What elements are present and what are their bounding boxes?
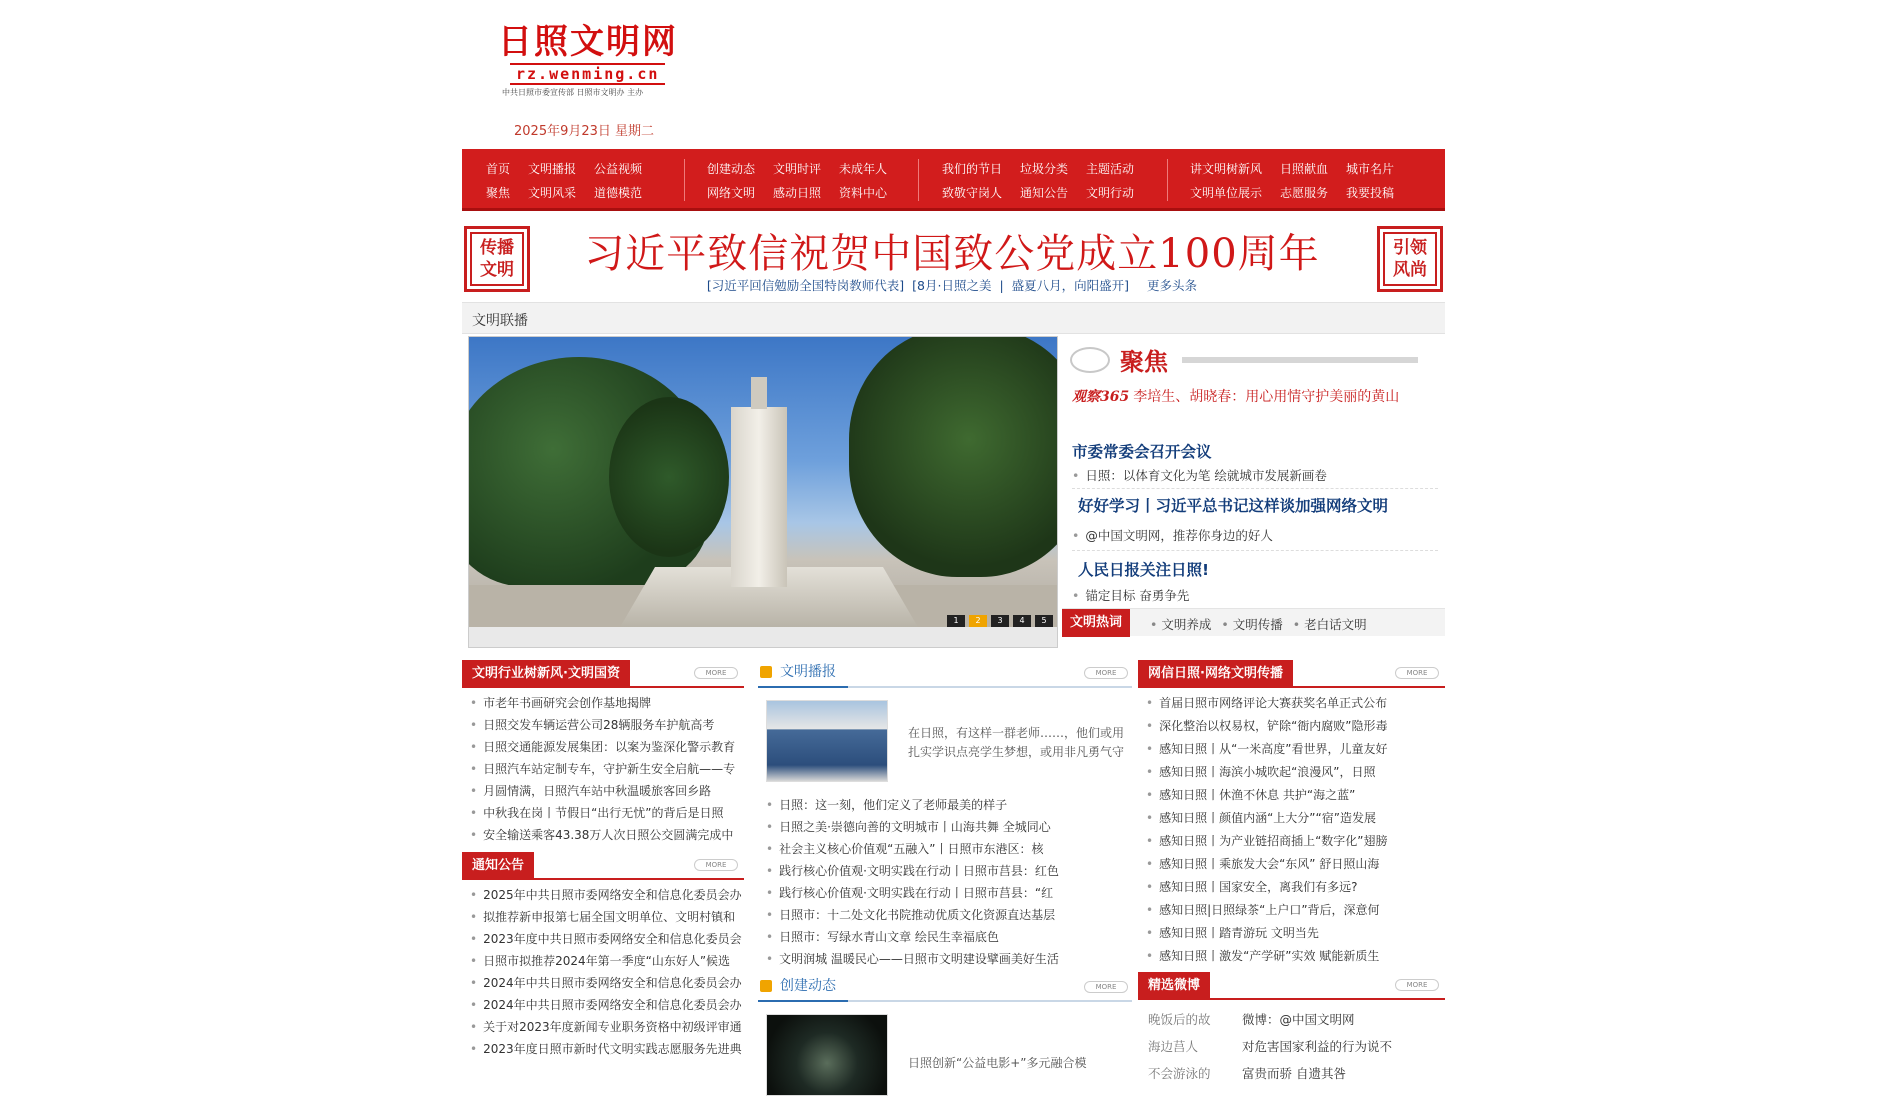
globe-search-icon: [1070, 347, 1110, 373]
list-item[interactable]: • 感知日照丨颜值内涵“上大分”“宿”造发展: [1146, 807, 1445, 830]
list-item[interactable]: • 文明润城 温暖民心——日照市文明建设擘画美好生活: [766, 948, 1132, 970]
nav-link[interactable]: 通知公告: [1020, 186, 1069, 200]
focus-big-link[interactable]: 人民日报关注日照!: [1078, 561, 1210, 579]
tab-title[interactable]: 精选微博: [1138, 972, 1210, 1000]
tab-title[interactable]: 文明播报: [758, 658, 848, 688]
sub-headlines: [542, 276, 1362, 294]
weibo-text: 微博：@中国文明网: [1241, 1012, 1355, 1027]
nav-link[interactable]: 我要投稿: [1346, 186, 1395, 200]
focus-big-link[interactable]: 好好学习丨习近平总书记这样谈加强网络文明: [1078, 497, 1389, 515]
hot-word-link[interactable]: • 文明传播: [1215, 617, 1282, 632]
middle-column: [758, 658, 1132, 1080]
slider-caption-bar: [469, 627, 1057, 647]
list-item[interactable]: • 感知日照丨国家安全，离我们有多远?: [1146, 876, 1445, 899]
list-item[interactable]: • 2024年中共日照市委网络安全和信息化委员会办: [470, 994, 744, 1016]
nav-link[interactable]: 致敬守岗人: [942, 186, 1003, 200]
nav-divider: [684, 159, 685, 201]
list-item[interactable]: • 社会主义核心价值观“五融入”丨日照市东港区：核: [766, 838, 1132, 860]
title-rule: [1182, 357, 1418, 363]
headline-link[interactable]: 习近平致信祝贺中国致公党成立100周年: [584, 231, 1320, 277]
tab-title[interactable]: 文明行业树新风·文明国资: [462, 660, 630, 688]
section-title: 文明联播: [472, 313, 528, 329]
list-item[interactable]: • 践行核心价值观·文明实践在行动丨日照市莒县：“红: [766, 882, 1132, 904]
list-item[interactable]: • 拟推荐新申报第七届全国文明单位、文明村镇和: [470, 906, 744, 928]
site-logo[interactable]: [498, 14, 688, 97]
guancha-365-badge: 观察365: [1072, 389, 1130, 405]
nav-group-4: [1190, 157, 1394, 205]
weibo-row[interactable]: [1148, 1033, 1445, 1060]
slider-dot[interactable]: 5: [1035, 615, 1053, 627]
focus-sub-link[interactable]: • 锚定目标 奋勇争先: [1072, 586, 1438, 604]
more-button[interactable]: MORE: [1395, 979, 1439, 991]
nav-link[interactable]: 城市名片: [1346, 162, 1395, 176]
nav-link[interactable]: 文明时评: [773, 162, 822, 176]
nav-link[interactable]: 创建动态: [707, 162, 756, 176]
nav-group-3: [942, 157, 1134, 205]
nav-link[interactable]: 文明播报: [528, 162, 577, 176]
list-item[interactable]: • 中秋我在岗丨节假日“出行无忧”的背后是日照: [470, 802, 744, 824]
seal-left: [464, 226, 530, 292]
subhead-link[interactable]: [习近平回信勉励全国特岗教师代表]: [706, 278, 905, 293]
hot-word-link[interactable]: • 文明养成: [1144, 617, 1211, 632]
more-button[interactable]: MORE: [694, 859, 738, 871]
tab-wangxin-rizhao: [1138, 658, 1445, 688]
list-item[interactable]: • 2023年度日照市新时代文明实践志愿服务先进典: [470, 1038, 744, 1060]
list-item[interactable]: • 2023年度中共日照市委网络安全和信息化委员会: [470, 928, 744, 950]
monument: [731, 407, 787, 587]
hot-words-label: 文明热词: [1062, 609, 1130, 637]
list-item[interactable]: • 感知日照丨为产业链招商插上“数字化”翅膀: [1146, 830, 1445, 853]
tab-title[interactable]: 通知公告: [462, 852, 534, 880]
list-item[interactable]: • 关于对2023年度新闻专业职务资格中初级评审通: [470, 1016, 744, 1038]
thumbnail-summary[interactable]: 在日照，有这样一群老师……，他们或用扎实学识点亮学生梦想，或用非凡勇气守: [908, 726, 1125, 759]
nav-group-2: [707, 157, 887, 205]
nav-link[interactable]: 垃圾分类: [1020, 162, 1069, 176]
subhead-separator: |: [999, 278, 1004, 293]
weibo-author: 海边莒人: [1148, 1039, 1199, 1054]
list-item[interactable]: • 月圆情满，日照汽车站中秋温暖旅客回乡路: [470, 780, 744, 802]
focus-title: [1070, 342, 1418, 377]
focus-panel: [1062, 336, 1445, 646]
left-column: [462, 658, 744, 1060]
nav-link[interactable]: 未成年人: [839, 162, 888, 176]
notice-list: [462, 880, 744, 1060]
list-item[interactable]: • 安全输送乘客43.38万人次日照公交圆满完成中: [470, 824, 744, 846]
thumbnail-summary[interactable]: 日照创新“公益电影+”多元融合模: [908, 1056, 1087, 1070]
seal-left-line-2: 文明: [480, 260, 514, 280]
more-headlines-link[interactable]: 更多头条: [1147, 278, 1198, 293]
list-item[interactable]: • 日照市：十二处文化书院推动优质文化资源直达基层: [766, 904, 1132, 926]
weibo-author: 晚饭后的故: [1148, 1012, 1211, 1027]
logo-organizer: 中共日照市委宣传部 日照市文明办 主办: [502, 88, 644, 97]
news-list: [462, 688, 744, 846]
nav-link[interactable]: 文明风采: [528, 186, 577, 200]
nav-link[interactable]: 首页: [486, 162, 511, 176]
list-item[interactable]: • 首届日照市网络评论大赛获奖名单正式公布: [1146, 692, 1445, 715]
seal-right-line-1: 引领: [1393, 238, 1427, 258]
list-item[interactable]: • 2025年中共日照市委网络安全和信息化委员会办: [470, 884, 744, 906]
list-item[interactable]: • 日照交发车辆运营公司28辆服务车护航高考: [470, 714, 744, 736]
list-item[interactable]: • 践行核心价值观·文明实践在行动丨日照市莒县：红色: [766, 860, 1132, 882]
tab-wenming-hangye: [462, 658, 744, 688]
slider-dot[interactable]: 1: [947, 615, 965, 627]
list-item[interactable]: • 日照之美·崇德向善的文明城市丨山海共舞 全城同心: [766, 816, 1132, 838]
weibo-row[interactable]: [1148, 1060, 1445, 1087]
weibo-row[interactable]: [1148, 1006, 1445, 1033]
nav-link[interactable]: 聚焦: [486, 186, 511, 200]
nav-link[interactable]: 网络文明: [707, 186, 756, 200]
tab-chuangjian-dongtai: [758, 972, 1132, 1002]
weibo-text: 对危害国家利益的行为说不: [1241, 1039, 1392, 1054]
list-item[interactable]: • 感知日照|日照绿茶“上户口”背后，深意何: [1146, 899, 1445, 922]
more-button[interactable]: MORE: [694, 667, 738, 679]
list-item[interactable]: • 日照市拟推荐2024年第一季度“山东好人”候选: [470, 950, 744, 972]
list-item[interactable]: • 市老年书画研究会创作基地揭牌: [470, 692, 744, 714]
more-button[interactable]: MORE: [1084, 981, 1128, 993]
tab-wenming-bobao: [758, 658, 1132, 688]
nav-link[interactable]: 主题活动: [1086, 162, 1135, 176]
nav-link[interactable]: 文明行动: [1086, 186, 1135, 200]
list-item[interactable]: • 感知日照丨休渔不休息 共护“海之蓝”: [1146, 784, 1445, 807]
nav-link[interactable]: 感动日照: [773, 186, 822, 200]
tab-tongzhi-gonggao: [462, 850, 744, 880]
news-thumbnail[interactable]: [766, 1014, 888, 1096]
slider-dot-active[interactable]: 2: [969, 615, 987, 627]
nav-link[interactable]: 讲文明树新风: [1190, 162, 1263, 176]
nav-link[interactable]: 公益视频: [594, 162, 643, 176]
focus-sub-link[interactable]: • 日照：以体育文化为笔 绘就城市发展新画卷: [1072, 466, 1438, 484]
slider-dot[interactable]: 4: [1013, 615, 1031, 627]
logo-domain: rz.wenming.cn: [510, 63, 665, 85]
list-item[interactable]: • 感知日照丨乘旅发大会“东风” 舒日照山海: [1146, 853, 1445, 876]
nav-divider: [918, 159, 919, 201]
list-item[interactable]: • 感知日照丨踏青游玩 文明当先: [1146, 922, 1445, 945]
hot-words-bar: [1062, 608, 1445, 636]
right-column: [1138, 658, 1445, 1087]
photo-slider[interactable]: [468, 336, 1058, 648]
nav-divider: [1167, 159, 1168, 201]
news-list: [1138, 688, 1445, 968]
list-item[interactable]: • 感知日照丨激发“产学研”实效 赋能新质生: [1146, 945, 1445, 968]
nav-link[interactable]: 道德模范: [594, 186, 643, 200]
news-thumbnail[interactable]: [766, 700, 888, 782]
subhead-link[interactable]: [8月·日照之美: [912, 278, 992, 293]
seal-right: [1377, 226, 1443, 292]
list-item[interactable]: • 感知日照丨从“一米高度”看世界，儿童友好: [1146, 738, 1445, 761]
nav-group-1: [486, 157, 642, 205]
tab-jingxuan-weibo: [1138, 970, 1445, 1000]
main-nav: [462, 149, 1445, 211]
list-item[interactable]: • 日照：这一刻，他们定义了老师最美的样子: [766, 794, 1132, 816]
seal-left-line-1: 传播: [480, 238, 514, 258]
weibo-author: 不会游泳的: [1148, 1066, 1211, 1081]
logo-chinese-name: 日照文明网: [498, 22, 678, 62]
seal-right-line-2: 风尚: [1393, 260, 1427, 280]
list-item[interactable]: • 日照市：写绿水青山文章 绘民生幸福底色: [766, 926, 1132, 948]
tab-title[interactable]: 创建动态: [758, 972, 848, 1002]
page-wrapper: [462, 0, 1445, 1080]
focus-big-link[interactable]: 市委常委会召开会议: [1072, 443, 1212, 461]
more-button[interactable]: MORE: [1395, 667, 1439, 679]
list-item[interactable]: • 2024年中共日照市委网络安全和信息化委员会办: [470, 972, 744, 994]
list-item[interactable]: • 感知日照丨海滨小城吹起“浪漫风”，日照: [1146, 761, 1445, 784]
hot-word-link[interactable]: • 老白话文明: [1287, 617, 1367, 632]
nav-link[interactable]: 我们的节日: [942, 162, 1003, 176]
nav-link[interactable]: 志愿服务: [1280, 186, 1329, 200]
list-item[interactable]: • 深化整治以权易权，铲除“衙内腐败”隐形毒: [1146, 715, 1445, 738]
current-date: 2025年9月23日 星期二: [514, 124, 655, 139]
tab-title[interactable]: 网信日照·网络文明传播: [1138, 660, 1293, 688]
nav-link[interactable]: 文明单位展示: [1190, 186, 1263, 200]
nav-link[interactable]: 日照献血: [1280, 162, 1329, 176]
list-item[interactable]: • 日照汽车站定制专车，守护新生安全启航——专: [470, 758, 744, 780]
weibo-list: [1138, 1000, 1445, 1087]
subhead-link[interactable]: 盛夏八月，向阳盛开]: [1011, 278, 1130, 293]
nav-link[interactable]: 资料中心: [839, 186, 888, 200]
news-list: [758, 790, 1132, 970]
slider-dot[interactable]: 3: [991, 615, 1009, 627]
list-item[interactable]: • 日照交通能源发展集团：以案为鉴深化警示教育: [470, 736, 744, 758]
focus-title-text: 聚焦: [1120, 347, 1168, 376]
more-button[interactable]: MORE: [1084, 667, 1128, 679]
focus-headline-1[interactable]: 观察365 李培生、胡晓春：用心用情守护美丽的黄山: [1072, 389, 1400, 405]
weibo-text: 富贵而骄 自遗其咎: [1241, 1066, 1346, 1081]
focus-sub-link[interactable]: • @中国文明网，推荐你身边的好人: [1072, 526, 1438, 544]
slider-dots: [947, 615, 1053, 627]
section-bar-wenming-lianbo: [462, 302, 1445, 334]
